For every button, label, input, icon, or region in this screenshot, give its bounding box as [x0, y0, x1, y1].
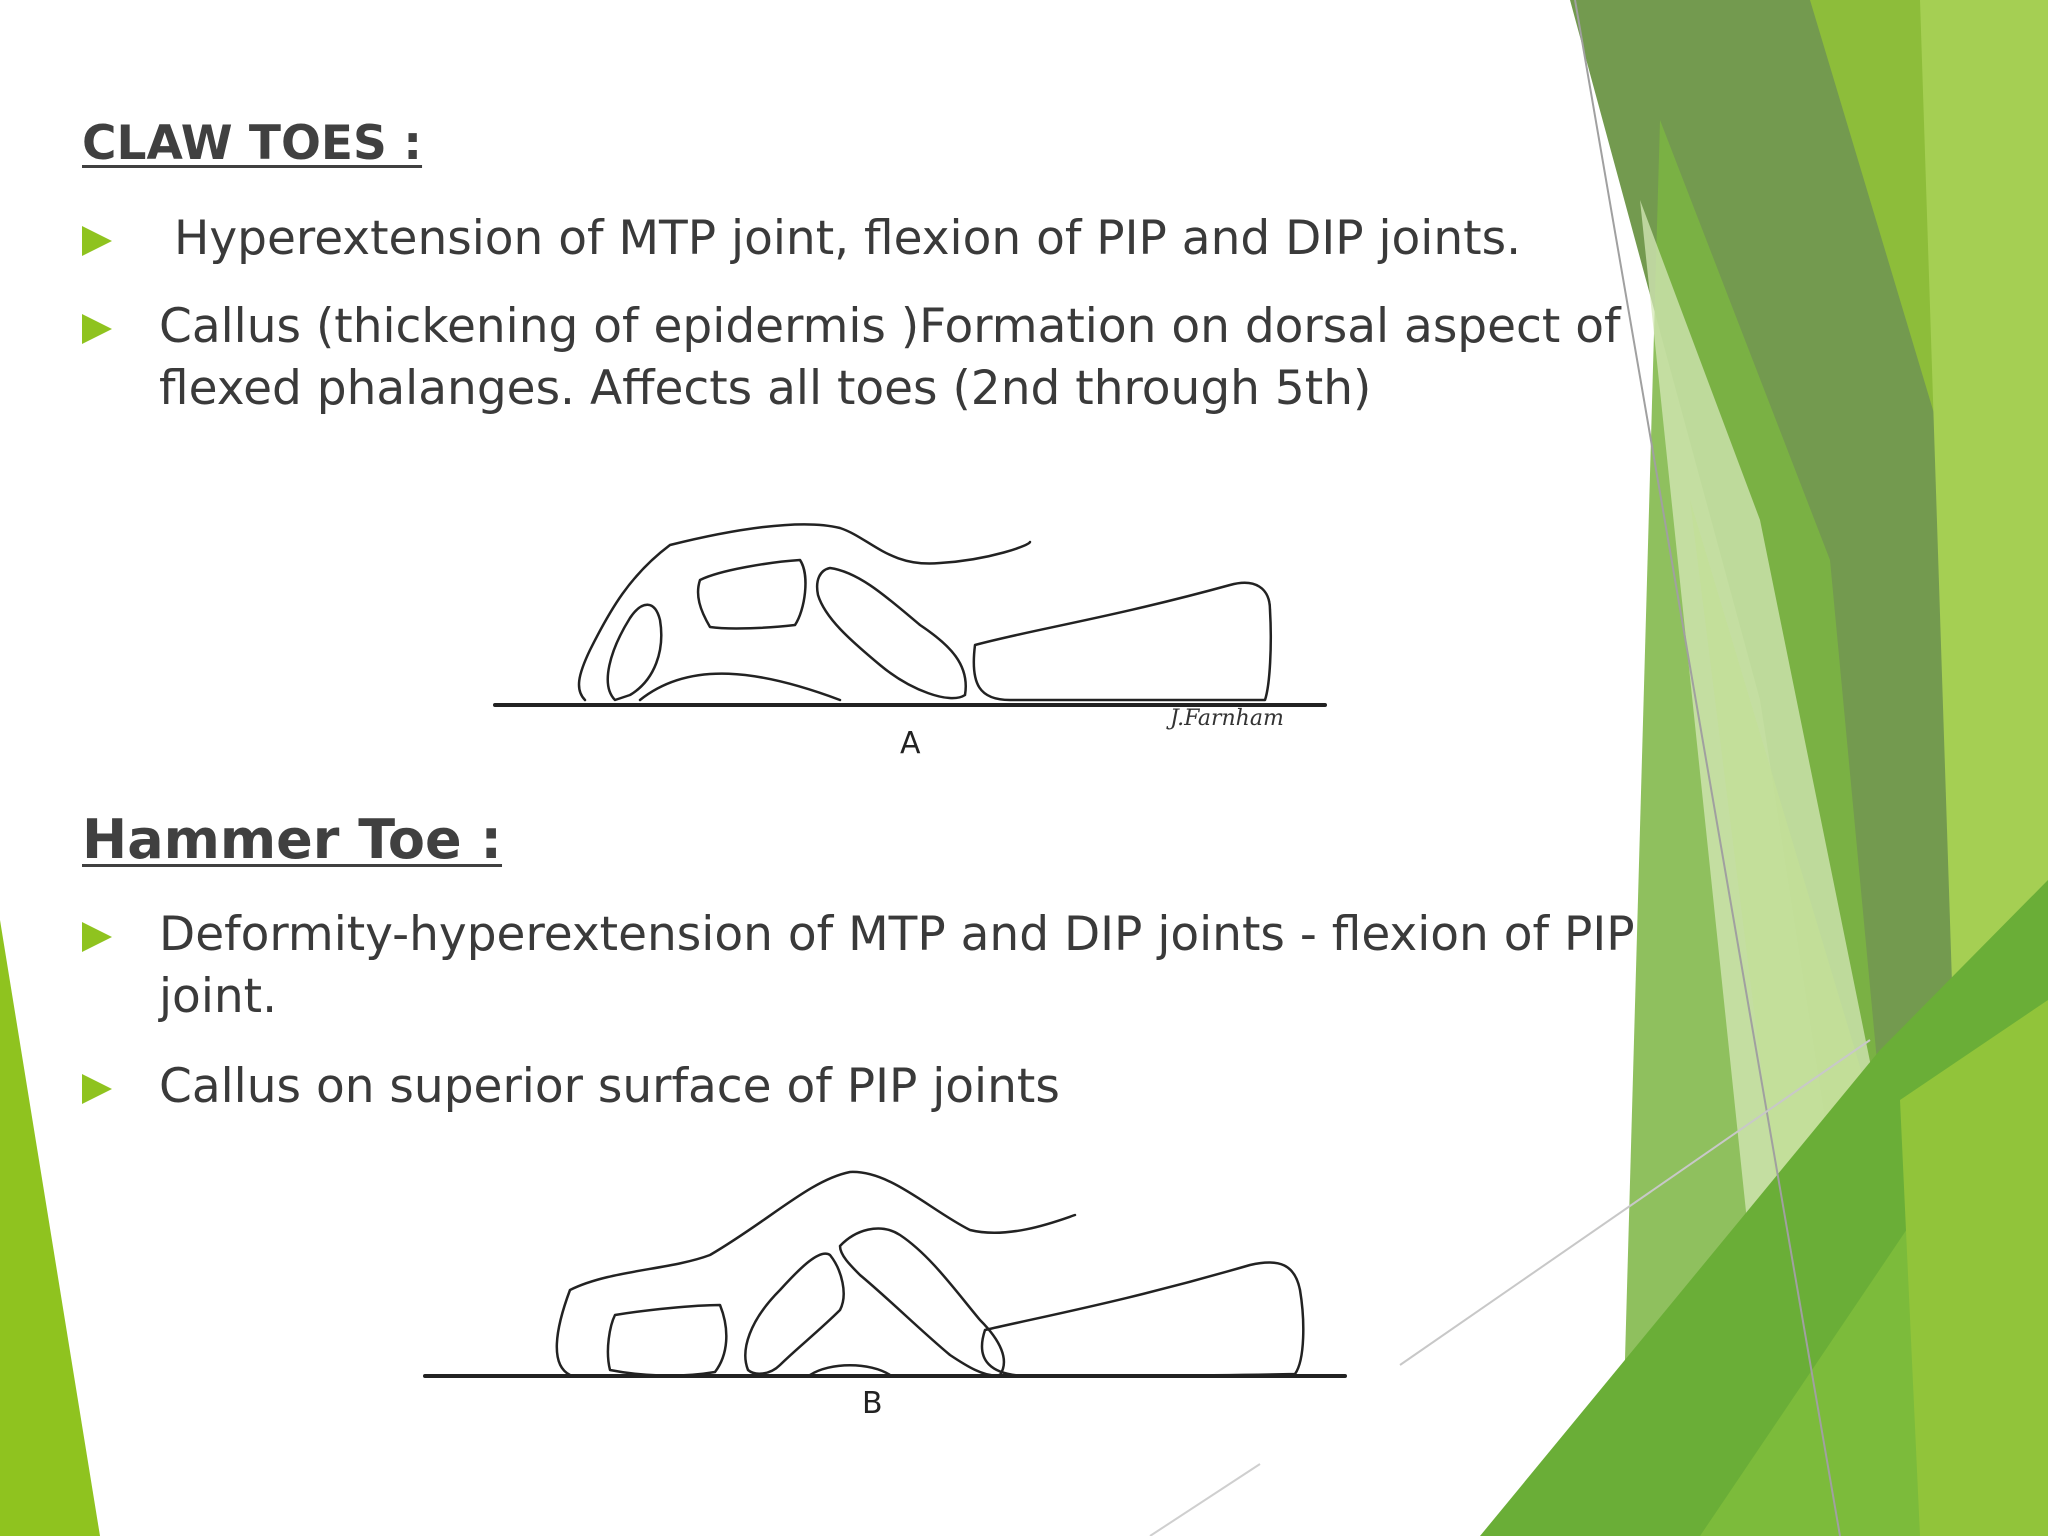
triangle-bullet-icon: [82, 922, 112, 952]
claw-toe-illustration: [470, 500, 1350, 790]
hammer-toe-drawing: [410, 1150, 1370, 1450]
hammer-bullet-2-text: Callus on superior surface of PIP joints: [159, 1059, 1060, 1114]
hammer-toe-illustration: [410, 1150, 1370, 1450]
triangle-bullet-icon: [82, 314, 112, 344]
triangle-bullet-icon: [82, 226, 112, 256]
hammer-bullet-1-text: Deformity-hyperextension of MTP and DIP joints - flexion of PIP joint.: [159, 907, 1635, 1024]
claw-toes-heading: CLAW TOES :: [82, 116, 423, 171]
claw-bullet-2-text: Callus (thickening of epidermis )Formation on dorsal aspect of flexed phalanges. Affects all toes (2nd through 5th): [159, 299, 1621, 416]
triangle-bullet-icon: [82, 1074, 112, 1104]
claw-bullet-1-text: Hyperextension of MTP joint, flexion of PIP and DIP joints.: [174, 211, 1522, 266]
hammer-toe-heading: Hammer Toe :: [82, 808, 503, 871]
artist-signature: J.Farnham: [1170, 706, 1284, 731]
figure-a-label: A: [900, 726, 921, 761]
figure-b-label: B: [862, 1386, 883, 1421]
